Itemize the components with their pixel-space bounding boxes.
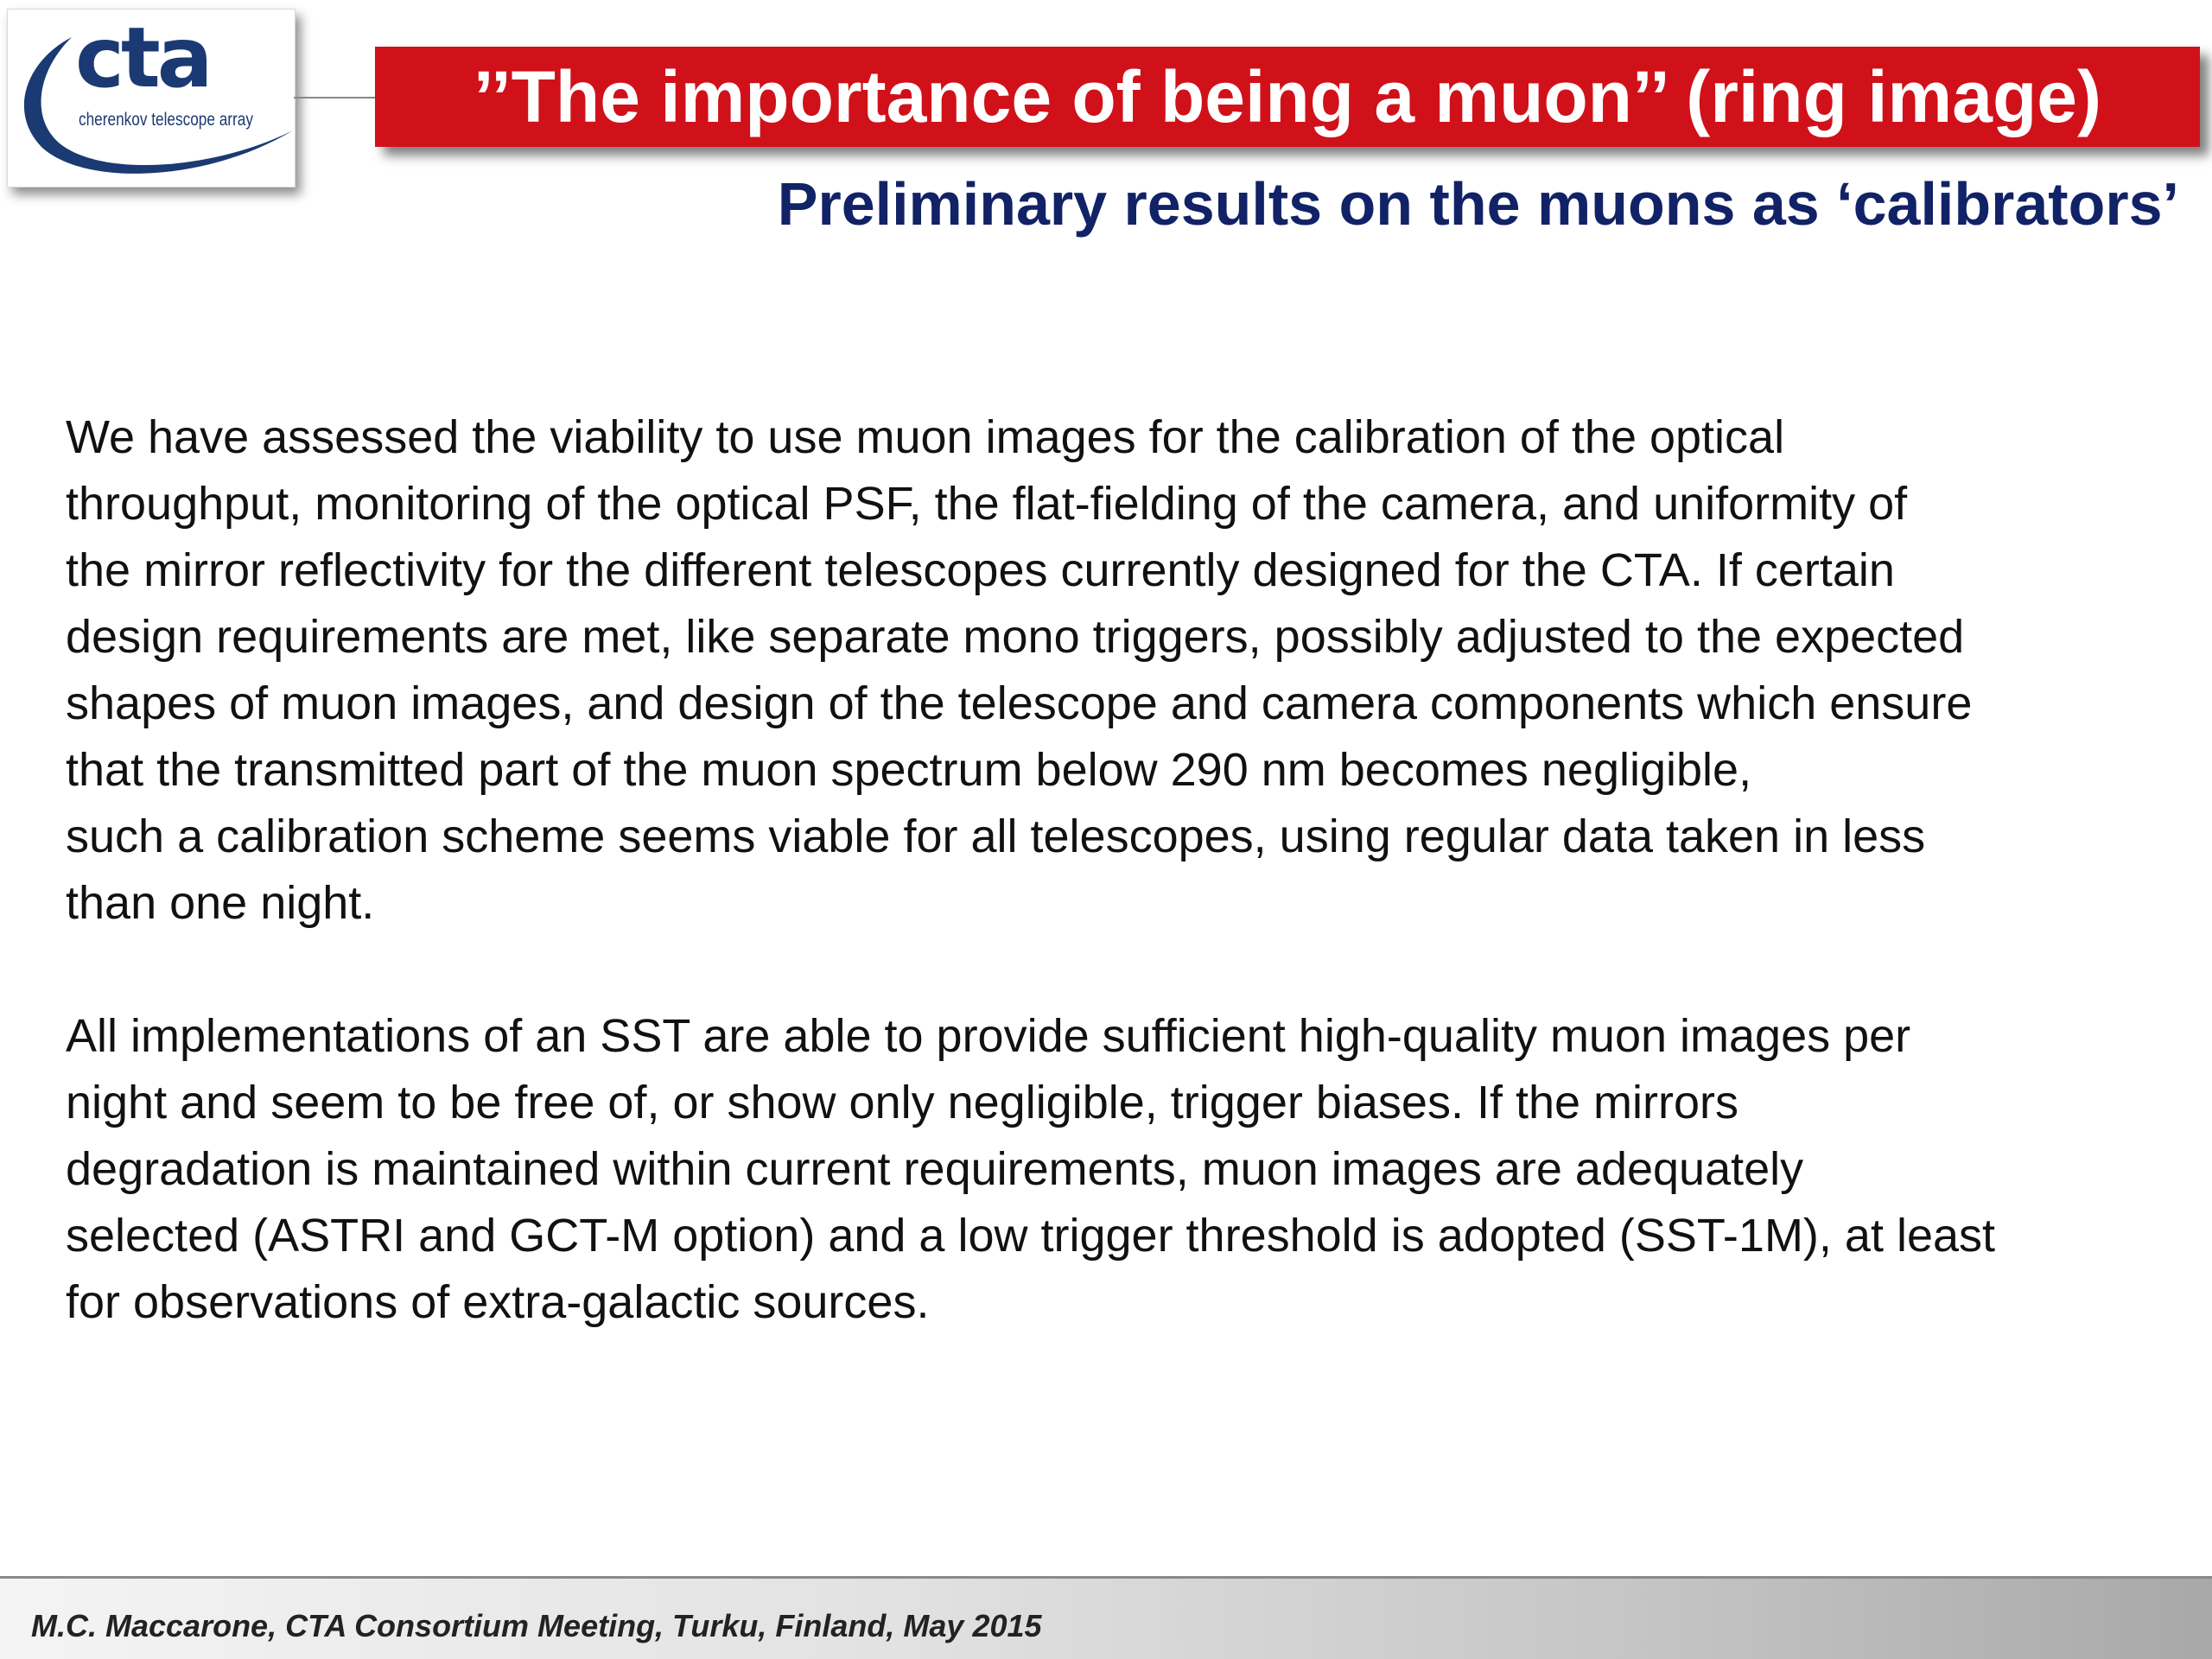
- paragraph-line: night and seem to be free of, or show only negligible, trigger biases. If the mirrors: [66, 1077, 1738, 1128]
- footer-credit: M.C. Maccarone, CTA Consortium Meeting, Turku, Finland, May 2015: [31, 1608, 1042, 1643]
- slide-subtitle: Preliminary results on the muons as ‘calibrators’: [777, 170, 2179, 238]
- paragraph-line: shapes of muon images, and design of the telescope and camera components which ensure: [66, 677, 1973, 729]
- slide-title: ’’The importance of being a muon’’ (ring image): [474, 56, 2101, 137]
- paragraph-line: design requirements are met, like separate mono triggers, possibly adjusted to the expected: [66, 611, 1965, 663]
- paragraph-2: [66, 1003, 2157, 1336]
- footer-bar: [0, 1576, 2212, 1659]
- logo-subtitle: cherenkov telescope array: [79, 110, 253, 130]
- paragraph-line: selected (ASTRI and GCT-M option) and a low trigger threshold is adopted (SST-1M), at least: [66, 1210, 1996, 1262]
- paragraph-line: degradation is maintained within current requirements, muon images are adequately: [66, 1143, 1804, 1195]
- body-text: [66, 404, 2157, 1336]
- paragraph-line: We have assessed the viability to use muon images for the calibration of the optical: [66, 411, 1785, 463]
- logo-wordmark: cta: [75, 10, 210, 106]
- paragraph-line: throughput, monitoring of the optical PSF, the flat-fielding of the camera, and uniformity of: [66, 478, 1908, 530]
- paragraph-line: than one night.: [66, 877, 375, 929]
- paragraph-line: such a calibration scheme seems viable for all telescopes, using regular data taken in less: [66, 810, 1926, 862]
- paragraph-line: the mirror reflectivity for the different telescopes currently designed for the CTA. If certain: [66, 544, 1895, 596]
- paragraph-line: All implementations of an SST are able to provide sufficient high-quality muon images per: [66, 1010, 1911, 1062]
- logo-connector-line: [294, 97, 375, 99]
- paragraph-1: [66, 404, 2157, 937]
- title-bar: [375, 47, 2200, 147]
- paragraph-line: that the transmitted part of the muon spectrum below 290 nm becomes negligible,: [66, 744, 1752, 796]
- cta-logo: [7, 9, 296, 188]
- paragraph-line: for observations of extra-galactic sources.: [66, 1276, 930, 1328]
